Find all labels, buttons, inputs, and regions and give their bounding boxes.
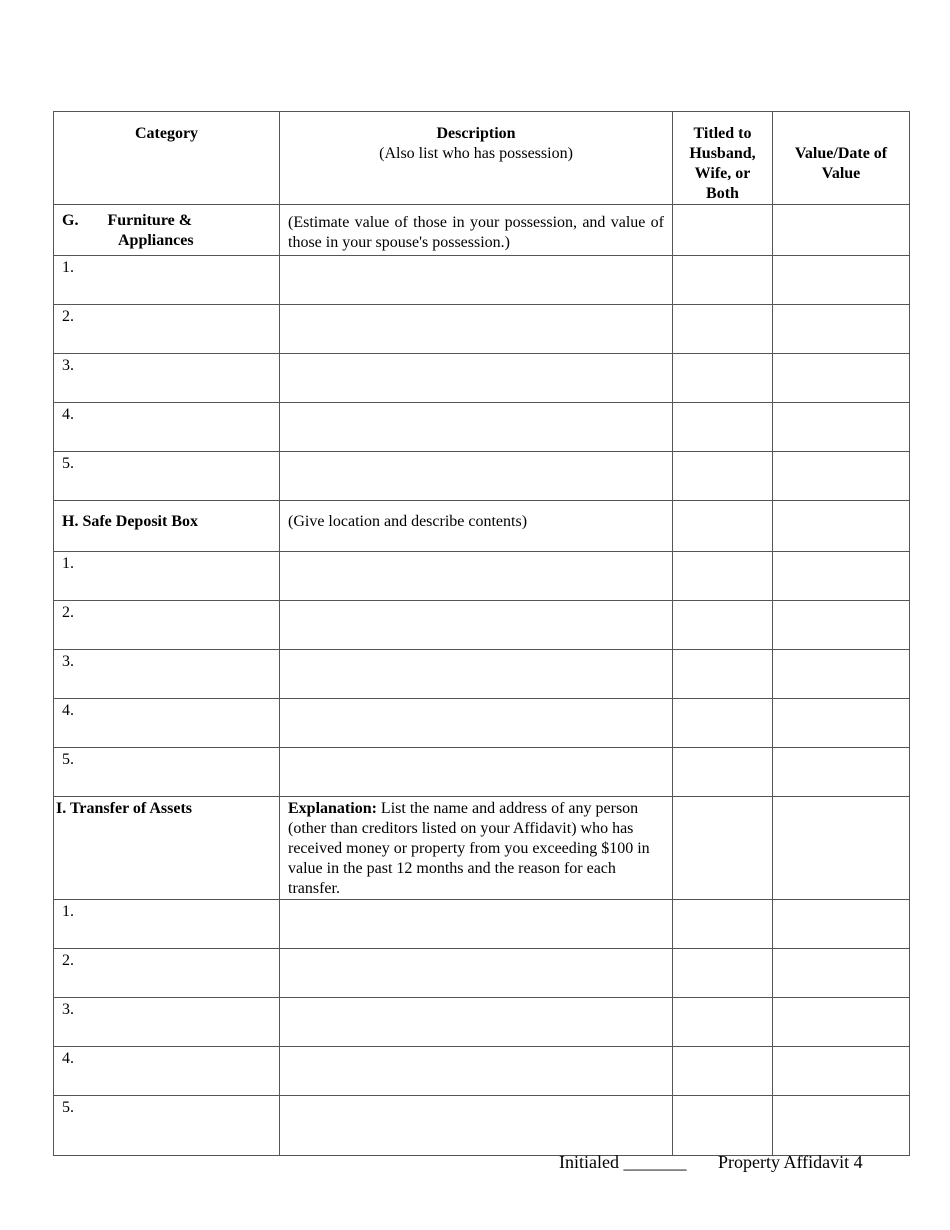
description-cell[interactable]	[280, 748, 673, 797]
titled-cell[interactable]	[673, 650, 773, 699]
description-cell[interactable]	[280, 305, 673, 354]
value-cell[interactable]	[773, 601, 910, 650]
description-cell[interactable]	[280, 699, 673, 748]
explanation-text: List the name and address of any person (other than creditors listed on your Affidavit) who has received money or property from you exceeding $100 in value in the past 12 months and the reason for each transfer.	[288, 800, 650, 897]
description-cell[interactable]	[280, 403, 673, 452]
section-h-category: H. Safe Deposit Box	[54, 501, 280, 552]
row-number: 4.	[54, 699, 280, 748]
row-number: 3.	[54, 650, 280, 699]
value-cell[interactable]	[773, 998, 910, 1047]
header-category: Category	[54, 112, 280, 205]
titled-cell[interactable]	[673, 1047, 773, 1096]
value-cell[interactable]	[773, 949, 910, 998]
description-cell[interactable]	[280, 601, 673, 650]
section-h-row	[54, 501, 910, 552]
value-cell[interactable]	[773, 900, 910, 949]
table-row	[54, 1096, 910, 1156]
row-number: 4.	[54, 403, 280, 452]
titled-cell[interactable]	[673, 256, 773, 305]
initialed-field[interactable]: Initialed _______	[559, 1152, 687, 1172]
value-cell[interactable]	[773, 256, 910, 305]
description-cell[interactable]	[280, 1096, 673, 1156]
titled-cell[interactable]	[673, 601, 773, 650]
explanation-label: Explanation:	[288, 800, 377, 817]
header-description: Description (Also list who has possession)	[280, 112, 673, 205]
section-i-row	[54, 797, 910, 900]
table-row	[54, 452, 910, 501]
titled-cell[interactable]	[673, 354, 773, 403]
value-cell[interactable]	[773, 1047, 910, 1096]
table-row	[54, 949, 910, 998]
value-cell[interactable]	[773, 403, 910, 452]
header-row	[54, 112, 910, 205]
table-row	[54, 552, 910, 601]
table-row	[54, 1047, 910, 1096]
row-number: 1.	[54, 552, 280, 601]
row-number: 3.	[54, 998, 280, 1047]
page-footer	[559, 1152, 863, 1173]
titled-cell[interactable]	[673, 403, 773, 452]
value-cell[interactable]	[773, 552, 910, 601]
titled-cell[interactable]	[673, 699, 773, 748]
table-row	[54, 305, 910, 354]
table-row	[54, 403, 910, 452]
table-row	[54, 650, 910, 699]
page-label: Property Affidavit 4	[717, 1152, 863, 1172]
titled-cell[interactable]	[673, 452, 773, 501]
section-g-description: (Estimate value of those in your possession, and value of those in your spouse's possession.)	[280, 205, 673, 256]
header-value: Value/Date of Value	[773, 112, 910, 205]
description-cell[interactable]	[280, 256, 673, 305]
row-number: 5.	[54, 748, 280, 797]
section-i-category: I. Transfer of Assets	[54, 797, 280, 900]
description-cell[interactable]	[280, 354, 673, 403]
section-g-row	[54, 205, 910, 256]
titled-cell[interactable]	[673, 305, 773, 354]
row-number: 2.	[54, 305, 280, 354]
table-row	[54, 699, 910, 748]
value-cell[interactable]	[773, 305, 910, 354]
property-affidavit-table	[53, 111, 910, 1156]
section-g-titled-cell[interactable]	[673, 205, 773, 256]
description-cell[interactable]	[280, 452, 673, 501]
section-h-value-cell[interactable]	[773, 501, 910, 552]
section-i-value-cell[interactable]	[773, 797, 910, 900]
value-cell[interactable]	[773, 452, 910, 501]
row-number: 3.	[54, 354, 280, 403]
description-cell[interactable]	[280, 949, 673, 998]
titled-cell[interactable]	[673, 552, 773, 601]
header-titled: Titled to Husband, Wife, or Both	[673, 112, 773, 205]
description-cell[interactable]	[280, 650, 673, 699]
table-row	[54, 601, 910, 650]
titled-cell[interactable]	[673, 998, 773, 1047]
table-row	[54, 900, 910, 949]
description-cell[interactable]	[280, 1047, 673, 1096]
description-cell[interactable]	[280, 552, 673, 601]
row-number: 5.	[54, 452, 280, 501]
value-cell[interactable]	[773, 748, 910, 797]
value-cell[interactable]	[773, 354, 910, 403]
table-row	[54, 998, 910, 1047]
titled-cell[interactable]	[673, 949, 773, 998]
section-i-titled-cell[interactable]	[673, 797, 773, 900]
row-number: 1.	[54, 900, 280, 949]
row-number: 1.	[54, 256, 280, 305]
table-row	[54, 748, 910, 797]
header-description-sub: (Also list who has possession)	[379, 145, 573, 162]
titled-cell[interactable]	[673, 900, 773, 949]
description-cell[interactable]	[280, 900, 673, 949]
titled-cell[interactable]	[673, 748, 773, 797]
section-h-description: (Give location and describe contents)	[280, 501, 673, 552]
row-number: 2.	[54, 949, 280, 998]
titled-cell[interactable]	[673, 1096, 773, 1156]
table-row	[54, 256, 910, 305]
row-number: 4.	[54, 1047, 280, 1096]
section-g-category: G. Furniture & Appliances	[54, 205, 280, 256]
row-number: 2.	[54, 601, 280, 650]
value-cell[interactable]	[773, 650, 910, 699]
section-h-titled-cell[interactable]	[673, 501, 773, 552]
section-i-description	[280, 797, 673, 900]
value-cell[interactable]	[773, 699, 910, 748]
description-cell[interactable]	[280, 998, 673, 1047]
value-cell[interactable]	[773, 1096, 910, 1156]
row-number: 5.	[54, 1096, 280, 1156]
table-row	[54, 354, 910, 403]
section-g-value-cell[interactable]	[773, 205, 910, 256]
